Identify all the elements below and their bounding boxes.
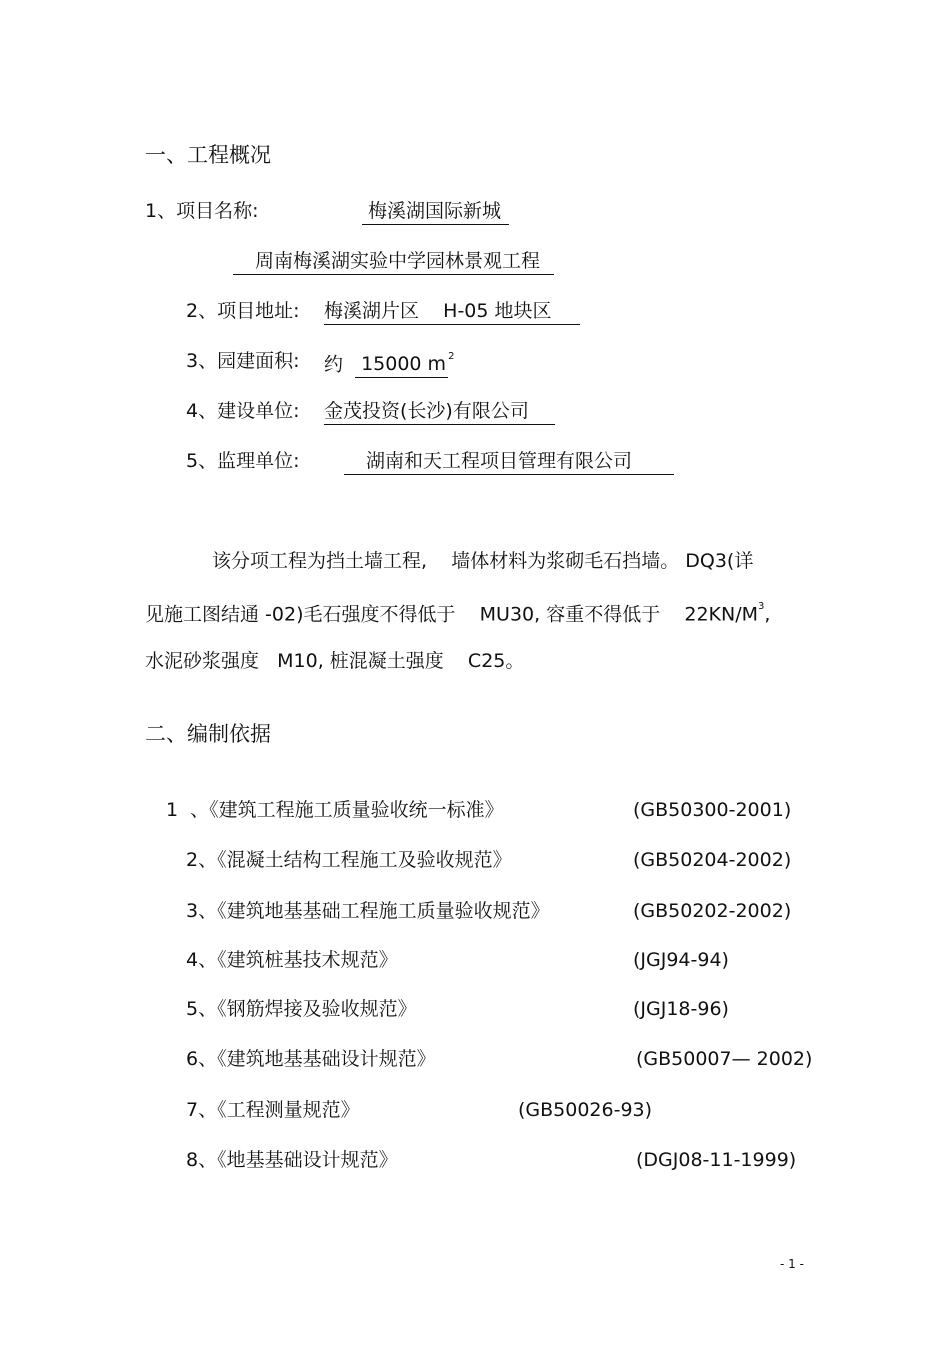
client-value	[324, 399, 555, 425]
standard-title-4: 4、《建筑桩基技术规范》	[186, 949, 398, 971]
standard-code-6: (GB50007— 2002)	[636, 1048, 813, 1070]
area-value	[324, 349, 454, 378]
paragraph-line3: 水泥砂浆强度 M10, 桩混凝土强度 C25。	[145, 650, 525, 672]
standard-title-8: 8、《地基基础设计规范》	[186, 1149, 398, 1171]
project-name-line1-text: 梅溪湖国际新城	[362, 199, 509, 225]
client-label: 4、建设单位:	[186, 400, 300, 422]
standard-title-2: 2、《混凝土结构工程施工及验收规范》	[186, 849, 512, 871]
paragraph-line1: 该分项工程为挡土墙工程, 墙体材料为浆砌毛石挡墙。 DQ3(详	[212, 550, 754, 572]
project-name-label: 1、项目名称:	[145, 200, 259, 222]
project-name-line2-text: 周南梅溪湖实验中学园林景观工程	[233, 249, 554, 275]
paragraph-line2	[145, 599, 770, 626]
page-number: - 1 -	[780, 1257, 804, 1271]
project-address-value	[324, 299, 580, 325]
supervisor-text: 湖南和天工程项目管理有限公司	[344, 449, 674, 475]
supervisor-value	[344, 449, 674, 475]
project-address-label: 2、项目地址:	[186, 300, 300, 322]
standard-title-5: 5、《钢筋焊接及验收规范》	[186, 998, 417, 1020]
area-prefix: 约	[324, 353, 344, 376]
project-name-value-line1	[362, 199, 509, 225]
standard-title-7: 7、《工程测量规范》	[186, 1099, 360, 1121]
standard-code-4: (JGJ94-94)	[633, 949, 729, 971]
section-heading-basis: 二、编制依据	[145, 722, 271, 746]
standard-title-6: 6、《建筑地基基础设计规范》	[186, 1048, 436, 1070]
standard-code-7: (GB50026-93)	[518, 1099, 653, 1121]
supervisor-label: 5、监理单位:	[186, 450, 300, 472]
project-name-value-line2	[233, 249, 554, 275]
standard-title-1: 1 、《建筑工程施工质量验收统一标准》	[166, 799, 504, 821]
standard-code-8: (DGJ08-11-1999)	[636, 1149, 797, 1171]
standard-code-2: (GB50204-2002)	[633, 849, 792, 871]
paragraph-line2-superscript: 3	[758, 601, 765, 612]
section-heading-overview: 一、工程概况	[145, 143, 271, 167]
standard-code-3: (GB50202-2002)	[633, 900, 792, 922]
standard-code-5: (JGJ18-96)	[633, 998, 729, 1020]
standard-code-1: (GB50300-2001)	[633, 799, 792, 821]
paragraph-line2-end: ,	[764, 603, 771, 626]
area-label: 3、园建面积:	[186, 350, 300, 372]
area-unit-superscript: 2	[448, 351, 455, 362]
standard-title-3: 3、《建筑地基基础工程施工质量验收规范》	[186, 900, 550, 922]
client-text: 金茂投资(长沙)有限公司	[324, 399, 555, 425]
project-address-text: 梅溪湖片区 H-05 地块区	[324, 299, 580, 325]
area-number: 15000 m	[355, 352, 448, 378]
paragraph-line2-text: 见施工图结通 -02)毛石强度不得低于 MU30, 容重不得低于 22KN/M	[145, 603, 759, 626]
